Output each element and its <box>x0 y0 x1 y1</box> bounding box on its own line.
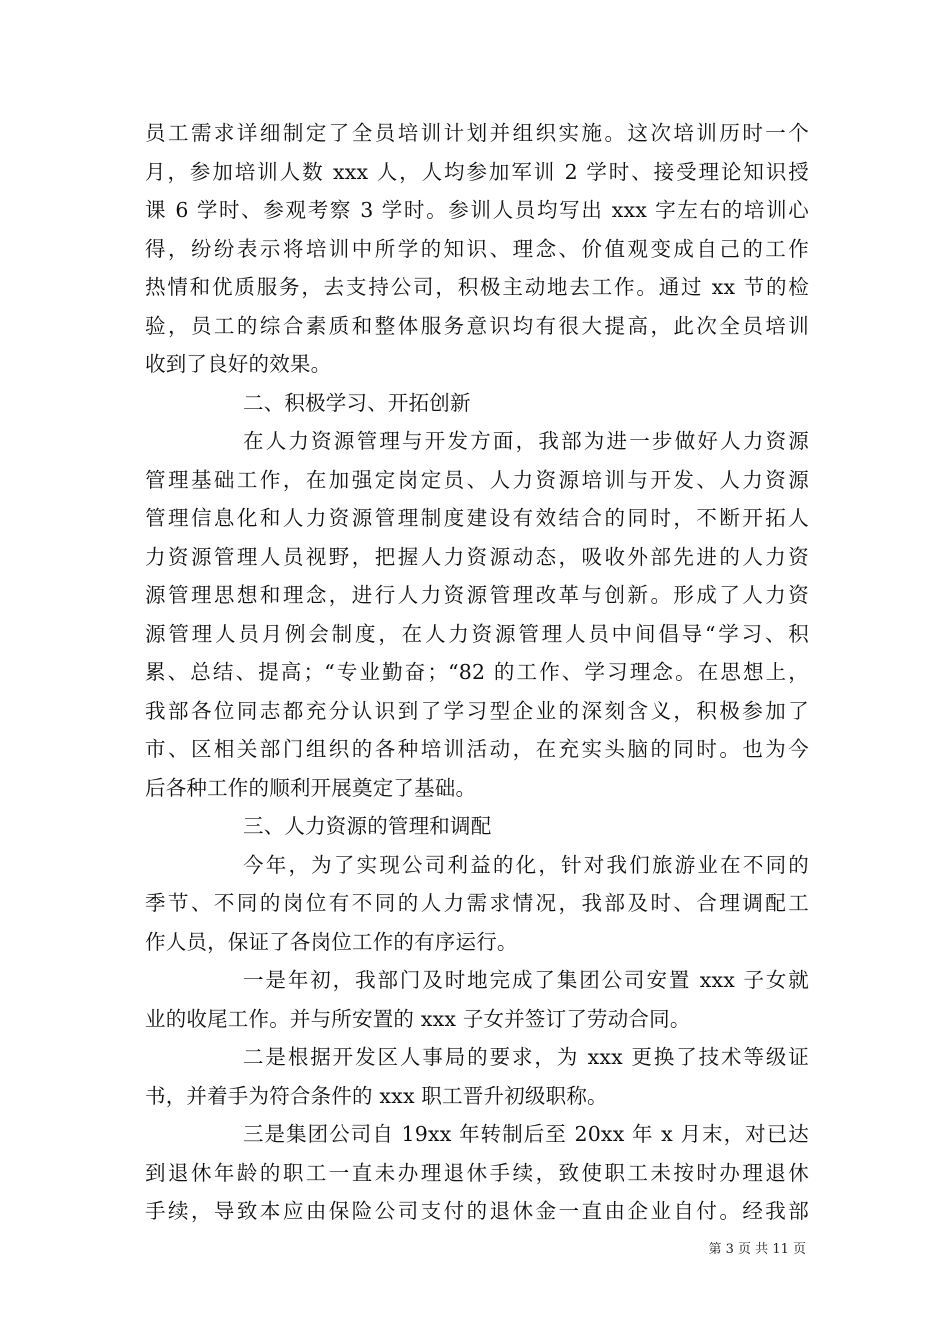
page-number: 第 3 页 共 11 页 <box>708 1242 806 1257</box>
text-line: 作人员，保证了各岗位工作的有序运行。 <box>145 929 518 954</box>
text-line: 收到了良好的效果。 <box>145 352 332 376</box>
text-line: 二是根据开发区人事局的要求，为 xxx 更换了技术等级证 <box>243 1045 809 1069</box>
text-line: 我部各位同志都充分认识到了学习型企业的深刻含义，积极参加了 <box>145 698 809 723</box>
text-line: 三是集团公司自 19xx 年转制后至 20xx 年 x 月末，对已达 <box>243 1122 809 1146</box>
text-line: 季节、不同的岗位有不同的人力需求情况，我部及时、合理调配工 <box>145 891 809 915</box>
body-text <box>145 114 809 1231</box>
text-line: 员工需求详细制定了全员培训计划并组织实施。这次培训历时一个 <box>145 121 809 145</box>
text-line: 到退休年龄的职工一直未办理退休手续，致使职工未按时办理退休 <box>145 1160 809 1185</box>
text-line: 热情和优质服务，去支持公司，积极主动地去工作。通过 xx 节的检 <box>145 275 809 299</box>
text-line: 今年，为了实现公司利益的化，针对我们旅游业在不同的 <box>243 852 809 877</box>
text-line: 源管理思想和理念，进行人力资源管理改革与创新。形成了人力资 <box>145 583 809 607</box>
text-line: 手续，导致本应由保险公司支付的退休金一直由企业自付。经我部 <box>145 1199 809 1223</box>
text-line: 月，参加培训人数 xxx 人，人均参加军训 2 学时、接受理论知识授 <box>145 159 809 184</box>
text-line: 后各种工作的顺利开展奠定了基础。 <box>145 775 477 800</box>
text-line: 力资源管理人员视野，把握人力资源动态，吸收外部先进的人力资 <box>145 544 809 569</box>
text-line: 课 6 学时、参观考察 3 学时。参训人员均写出 xxx 字左右的培训心 <box>145 198 809 222</box>
text-line: 一是年初，我部门及时地完成了集团公司安置 xxx 子女就 <box>243 968 809 992</box>
text-line: 源管理人员月例会制度，在人力资源管理人员中间倡导“学习、积 <box>145 621 809 646</box>
text-line: 市、区相关部门组织的各种培训活动，在充实头脑的同时。也为今 <box>145 737 809 761</box>
text-line: 书，并着手为符合条件的 xxx 职工晋升初级职称。 <box>145 1083 608 1108</box>
section-heading: 二、积极学习、开拓创新 <box>243 390 471 415</box>
text-line: 业的收尾工作。并与所安置的 xxx 子女并签订了劳动合同。 <box>145 1006 691 1031</box>
text-line: 在人力资源管理与开发方面，我部为进一步做好人力资源 <box>243 429 809 453</box>
text-line: 累、总结、提高；“专业勤奋；“82 的工作、学习理念。在思想上， <box>145 660 809 684</box>
section-heading: 三、人力资源的管理和调配 <box>243 814 492 838</box>
text-line: 管理基础工作，在加强定岗定员、人力资源培训与开发、人力资源 <box>145 467 809 492</box>
text-line: 得，纷纷表示将培训中所学的知识、理念、价值观变成自己的工作 <box>145 236 809 261</box>
text-line: 管理信息化和人力资源管理制度建设有效结合的同时，不断开拓人 <box>145 506 809 530</box>
text-line: 验，员工的综合素质和整体服务意识均有很大提高，此次全员培训 <box>145 313 809 338</box>
